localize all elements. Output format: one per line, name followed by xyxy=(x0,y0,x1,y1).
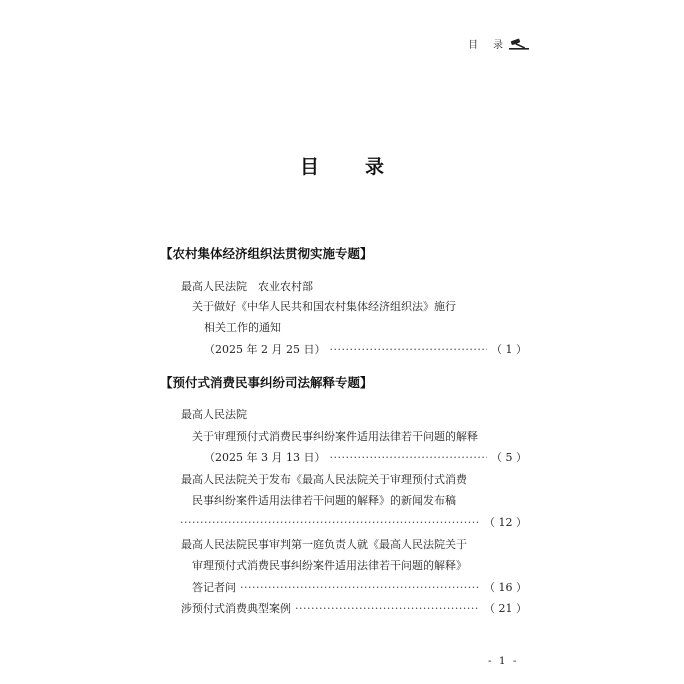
running-header xyxy=(468,36,530,51)
section-heading-2: 【预付式消费民事纠纷司法解释专题】 xyxy=(160,375,373,390)
entry-page-number: （ 1 ） xyxy=(491,343,527,356)
leader-dots xyxy=(329,451,487,464)
running-header-char-1: 目 xyxy=(468,40,479,51)
entry-title-line[interactable]: 关于做好《中华人民共和国农村集体经济组织法》施行 xyxy=(192,300,456,313)
entry-title-line[interactable]: 民事纠纷案件适用法律若干问题的解释》的新闻发布稿 xyxy=(192,494,456,507)
leader-dots xyxy=(329,343,487,356)
toc-entry-row[interactable] xyxy=(192,579,527,595)
gavel-icon xyxy=(508,38,530,50)
leader-dots xyxy=(295,602,480,615)
entry-title-line[interactable]: 审理预付式消费民事纠纷案件适用法律若干问题的解释》 xyxy=(192,559,467,572)
entry-page-number: （ 21 ） xyxy=(484,602,527,615)
entry-page-number: （ 12 ） xyxy=(484,516,527,529)
entry-title-line[interactable]: 最高人民法院关于发布《最高人民法院关于审理预付式消费 xyxy=(181,473,467,486)
page-number: - 1 - xyxy=(488,655,519,667)
entry-page-number: （ 5 ） xyxy=(491,451,527,464)
running-header-char-2: 录 xyxy=(493,40,504,51)
entry-title-line[interactable]: 关于审理预付式消费民事纠纷案件适用法律若干问题的解释 xyxy=(192,430,478,443)
toc-entry-row[interactable] xyxy=(204,449,527,465)
entry-issuer: 最高人民法院 农业农村部 xyxy=(181,280,313,293)
page-title xyxy=(0,152,684,179)
section-heading-1: 【农村集体经济组织法贯彻实施专题】 xyxy=(160,246,373,261)
entry-page-number: （ 16 ） xyxy=(484,581,527,594)
toc-entry-row[interactable] xyxy=(181,600,527,616)
entry-date: （2025 年 3 月 13 日） xyxy=(204,451,326,464)
entry-title-line[interactable]: 最高人民法院民事审判第一庭负责人就《最高人民法院关于 xyxy=(181,538,467,551)
entry-title-line: 答记者问 xyxy=(192,581,236,594)
leader-dots xyxy=(240,581,480,594)
entry-date: （2025 年 2 月 25 日） xyxy=(204,343,326,356)
entry-issuer: 最高人民法院 xyxy=(181,408,247,421)
title-char-2: 录 xyxy=(365,156,385,178)
entry-title-line[interactable]: 相关工作的通知 xyxy=(204,321,281,334)
title-char-1: 目 xyxy=(299,156,319,178)
toc-entry-row[interactable] xyxy=(204,341,527,357)
toc-entry-row[interactable] xyxy=(180,514,527,530)
entry-title-line: 涉预付式消费典型案例 xyxy=(181,602,291,615)
leader-dots xyxy=(180,516,480,529)
